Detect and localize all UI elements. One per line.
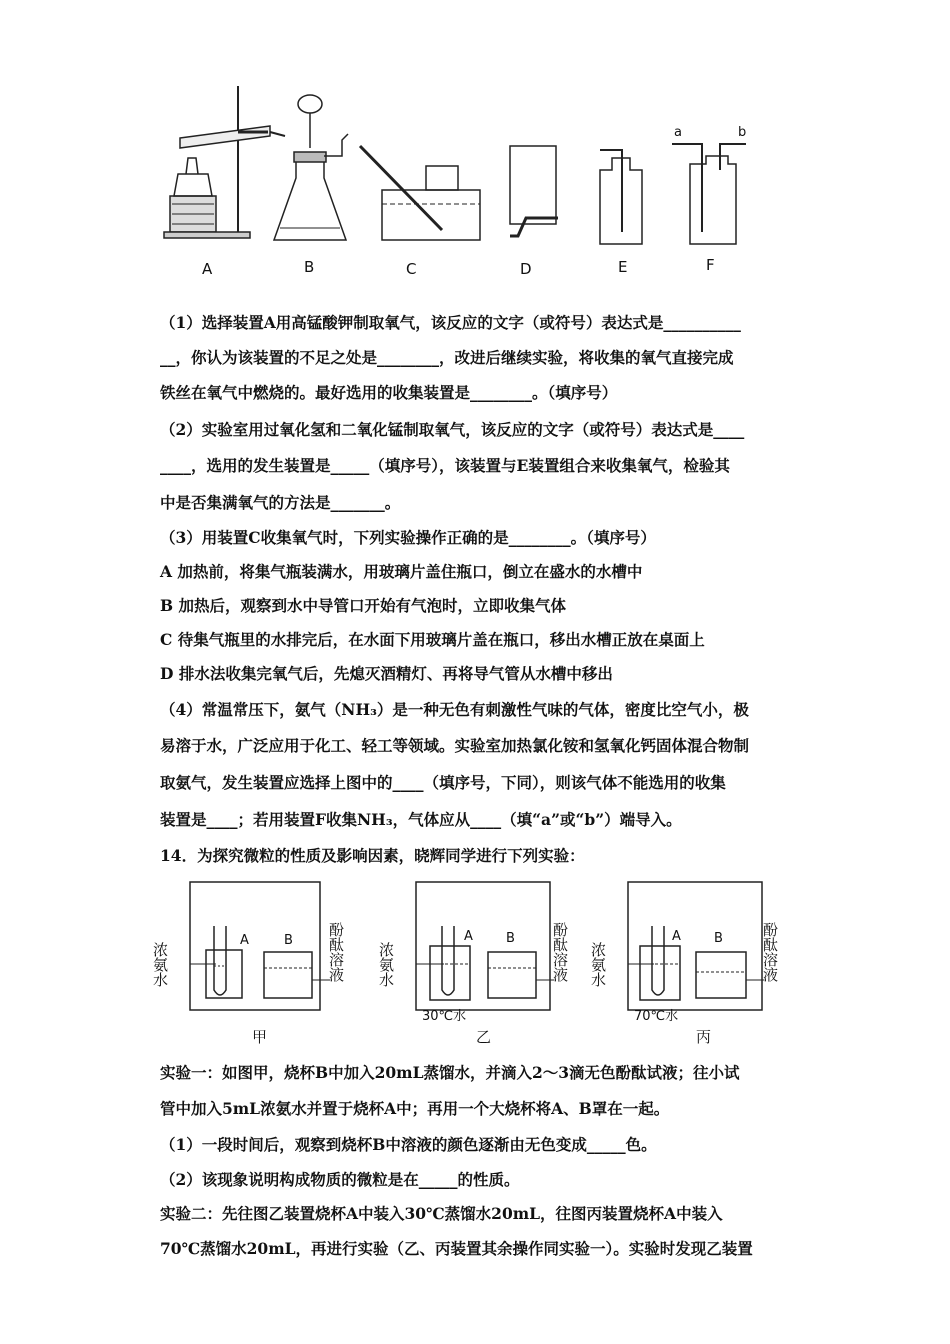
phenol-label-yi: 酚酞溶液 bbox=[551, 922, 569, 982]
q14-q1: （1）一段时间后，观察到烧杯B中溶液的颜色逐渐由无色变成_____色。 bbox=[160, 1135, 657, 1154]
label-e: E bbox=[618, 258, 628, 276]
q13-p2-line1: （2）实验室用过氧化氢和二氧化锰制取氧气，该反应的文字（或符号）表达式是____ bbox=[160, 420, 745, 439]
q14-exp1-line1: 实验一：如图甲，烧杯B中加入20mL蒸馏水，并滴入2～3滴无色酚酞试液；往小试 bbox=[160, 1063, 740, 1082]
caption-yi: 乙 bbox=[476, 1028, 492, 1046]
q13-p2-line3: 中是否集满氧气的方法是_______。 bbox=[160, 493, 401, 512]
q13-p4-line3: 取氨气，发生装置应选择上图中的____（填序号，下同），则该气体不能选用的收集 bbox=[160, 773, 726, 792]
nh3-label-bing: 浓氨水 bbox=[589, 942, 607, 987]
q14-exp2-line2: 70℃蒸馏水20mL，再进行实验（乙、丙装置其余操作同实验一）。实验时发现乙装置 bbox=[160, 1239, 753, 1258]
apparatus-f bbox=[672, 144, 746, 244]
apparatus-b bbox=[274, 95, 348, 240]
beaker-a-jia: A bbox=[240, 933, 249, 948]
q13-p1-line2: __，你认为该装置的不足之处是________，改进后继续实验，将收集的氧气直接完成 bbox=[160, 348, 734, 367]
caption-jia: 甲 bbox=[252, 1028, 268, 1046]
phenol-label-bing: 酚酞溶液 bbox=[761, 922, 779, 982]
q13-p2-line2: ____，选用的发生装置是_____（填序号），该装置与E装置组合来收集氧气，检验其 bbox=[160, 456, 730, 475]
q13-p3-line1: （3）用装置C收集氧气时，下列实验操作正确的是________。（填序号） bbox=[160, 528, 656, 547]
beaker-b-bing: B bbox=[714, 931, 723, 946]
diffusion-figure bbox=[150, 872, 800, 1052]
setup-yi bbox=[416, 882, 554, 1010]
nh3-label-yi: 浓氨水 bbox=[377, 942, 395, 987]
apparatus-d bbox=[510, 146, 558, 236]
apparatus-a bbox=[164, 86, 285, 238]
q14-exp2-line1: 实验二：先往图乙装置烧杯A中装入30℃蒸馏水20mL，往图丙装置烧杯A中装入 bbox=[160, 1204, 723, 1223]
q13-p1-line3: 铁丝在氧气中燃烧的。最好选用的收集装置是________。（填序号） bbox=[160, 383, 618, 402]
label-b: B bbox=[304, 258, 315, 276]
temp-yi: 30℃水 bbox=[422, 1009, 467, 1024]
q13-option-d: D 排水法收集完氧气后，先熄灭酒精灯、再将导气管从水槽中移出 bbox=[160, 664, 613, 683]
apparatus-figure bbox=[150, 78, 800, 288]
nh3-label-jia: 浓氨水 bbox=[151, 942, 169, 987]
q13-p4-line2: 易溶于水，广泛应用于化工、轻工等领域。实验室加热氯化铵和氢氧化钙固体混合物制 bbox=[160, 736, 750, 755]
q14-q2: （2）该现象说明构成物质的微粒是在_____的性质。 bbox=[160, 1170, 520, 1189]
temp-bing: 70℃水 bbox=[634, 1009, 679, 1024]
label-a: A bbox=[202, 260, 213, 278]
beaker-b-yi: B bbox=[506, 931, 515, 946]
setup-jia bbox=[190, 882, 330, 1010]
label-f: F bbox=[706, 256, 715, 274]
setup-bing bbox=[628, 882, 764, 1010]
q13-option-a: A 加热前，将集气瓶装满水，用玻璃片盖住瓶口，倒立在盛水的水槽中 bbox=[160, 562, 643, 581]
q13-p1-line1: （1）选择装置A用高锰酸钾制取氧气，该反应的文字（或符号）表达式是__________ bbox=[160, 313, 741, 332]
label-c: C bbox=[406, 260, 417, 278]
beaker-a-yi: A bbox=[464, 929, 473, 944]
label-d: D bbox=[520, 260, 532, 278]
q14-exp1-line2: 管中加入5mL浓氨水并置于烧杯A中；再用一个大烧杯将A、B罩在一起。 bbox=[160, 1099, 670, 1118]
caption-bing: 丙 bbox=[696, 1028, 712, 1046]
label-port-a: a bbox=[674, 125, 682, 140]
beaker-a-bing: A bbox=[672, 929, 681, 944]
label-port-b: b bbox=[738, 125, 747, 140]
q13-option-b: B 加热后，观察到水中导管口开始有气泡时，立即收集气体 bbox=[160, 596, 566, 615]
q13-option-c: C 待集气瓶里的水排完后，在水面下用玻璃片盖在瓶口，移出水槽正放在桌面上 bbox=[160, 630, 705, 649]
beaker-b-jia: B bbox=[284, 933, 293, 948]
q13-p4-line4: 装置是____；若用装置F收集NH₃，气体应从____（填“a”或“b”）端导入。 bbox=[160, 810, 682, 829]
phenol-label-jia: 酚酞溶液 bbox=[327, 922, 345, 982]
apparatus-e bbox=[600, 150, 642, 244]
apparatus-c bbox=[360, 146, 480, 240]
q13-p4-line1: （4）常温常压下，氨气（NH₃）是一种无色有刺激性气味的气体，密度比空气小，极 bbox=[160, 700, 749, 719]
q14-title: 14．为探究微粒的性质及影响因素，晓辉同学进行下列实验： bbox=[160, 846, 585, 865]
